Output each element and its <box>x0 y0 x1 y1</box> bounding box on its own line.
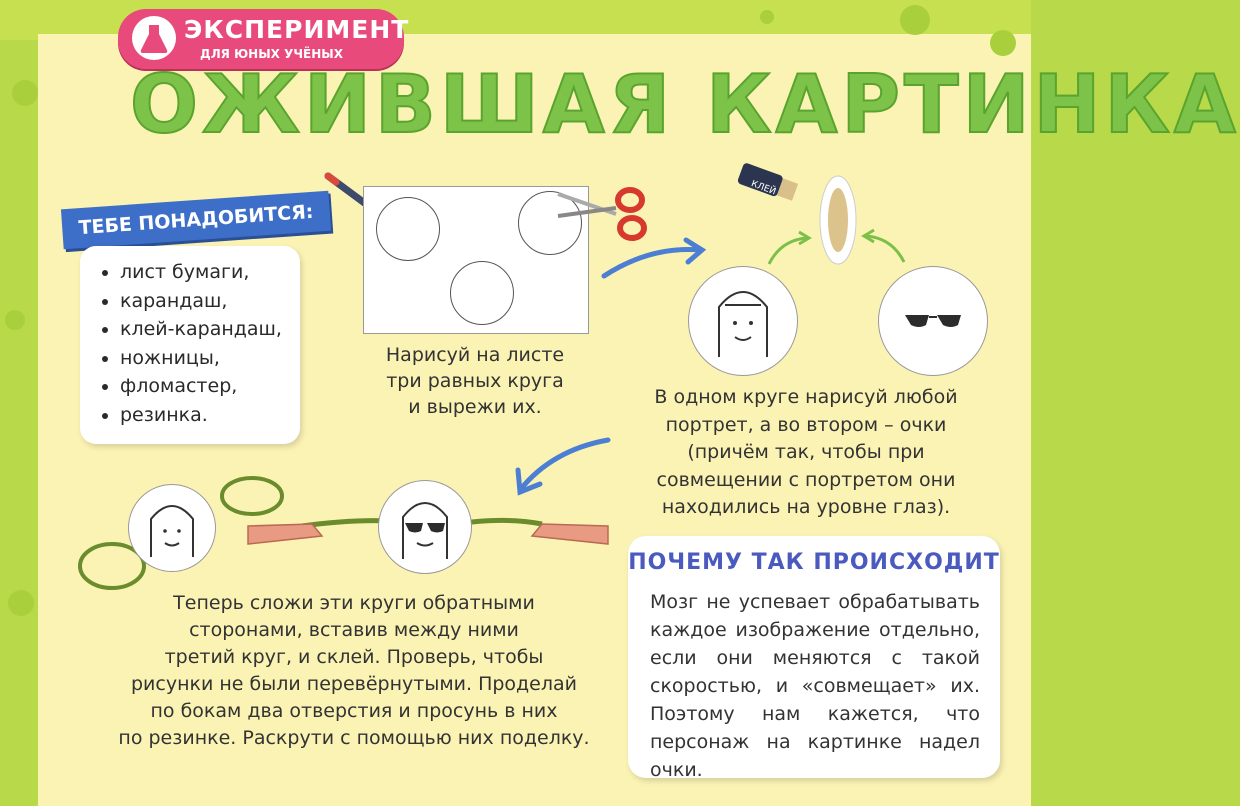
list-item: • карандаш, <box>120 287 300 316</box>
page-title: ОЖИВШАЯ КАРТИНКА <box>130 58 1240 151</box>
decor-dot <box>5 310 25 330</box>
arrow-icon <box>858 230 908 266</box>
caption-line: три равных круга <box>386 370 564 392</box>
step3-caption <box>104 590 604 752</box>
glued-circle-icon <box>815 172 861 268</box>
caption-line: находились на уровне глаз). <box>661 496 951 518</box>
caption-line: сторонами, вставив между ними <box>189 619 519 641</box>
caption-line: Теперь сложи эти круги обратными <box>173 592 535 614</box>
caption-line: (причём так, чтобы при <box>687 441 925 463</box>
arrow-icon <box>765 232 815 268</box>
glue-stick-icon <box>734 160 804 210</box>
decor-dot <box>990 30 1016 56</box>
girl-face-icon <box>689 267 797 375</box>
badge-title: ЭКСПЕРИМЕНТ <box>184 15 410 44</box>
paper-circle <box>376 197 440 261</box>
decor-dot <box>12 80 38 106</box>
step1-caption <box>370 342 580 420</box>
portrait-circle <box>688 266 798 376</box>
badge-subtitle: ДЛЯ ЮНЫХ УЧЁНЫХ <box>200 47 343 61</box>
step2-caption <box>636 384 976 522</box>
why-box <box>628 536 1000 781</box>
list-item: • клей-карандаш, <box>120 315 300 344</box>
needs-list-box <box>80 246 300 444</box>
list-item: • ножницы, <box>120 344 300 373</box>
list-item: • резинка. <box>120 401 300 430</box>
why-heading: ПОЧЕМУ ТАК ПРОИСХОДИТ <box>628 550 1000 575</box>
decor-dot <box>8 590 34 616</box>
needs-heading: ТЕБЕ ПОНАДОБИТСЯ: <box>61 191 331 250</box>
caption-line: совмещении с портретом они <box>656 468 956 491</box>
why-text: Мозг не успевает обрабатывать каждое изображение отдельно, если они меняются с такой скоростью, и «совмещает» их. Поэтому нам кажется, что персонаж на картинке надел очки. <box>650 591 980 781</box>
girl-with-glasses-icon <box>379 481 471 573</box>
caption-line: третий круг, и склей. Проверь, чтобы <box>164 646 544 668</box>
glue-label: КЛЕЙ <box>749 179 778 198</box>
spinning-circle <box>378 480 472 574</box>
caption-line: по резинке. Раскрути с помощью них поделку. <box>118 727 590 749</box>
paper-circle <box>450 261 514 325</box>
decor-dot <box>900 5 930 35</box>
glasses-circle <box>878 266 988 376</box>
flask-icon <box>132 16 176 60</box>
decor-dot <box>760 10 774 24</box>
sunglasses-icon <box>879 267 987 375</box>
girl-face-icon <box>129 485 215 571</box>
list-item: • фломастер, <box>120 372 300 401</box>
caption-line: по бокам два отверстия и просунь в них <box>150 700 558 722</box>
needs-list <box>80 258 300 429</box>
caption-line: и вырежи их. <box>408 396 542 418</box>
caption-line: портрет, а во втором – очки <box>665 413 947 436</box>
caption-line: рисунки не были перевёрнутыми. Проделай <box>130 673 578 695</box>
portrait-circle <box>128 484 216 572</box>
list-item: • лист бумаги, <box>120 258 300 287</box>
caption-line: Нарисуй на листе <box>385 344 565 366</box>
caption-line: В одном круге нарисуй любой <box>654 386 958 408</box>
